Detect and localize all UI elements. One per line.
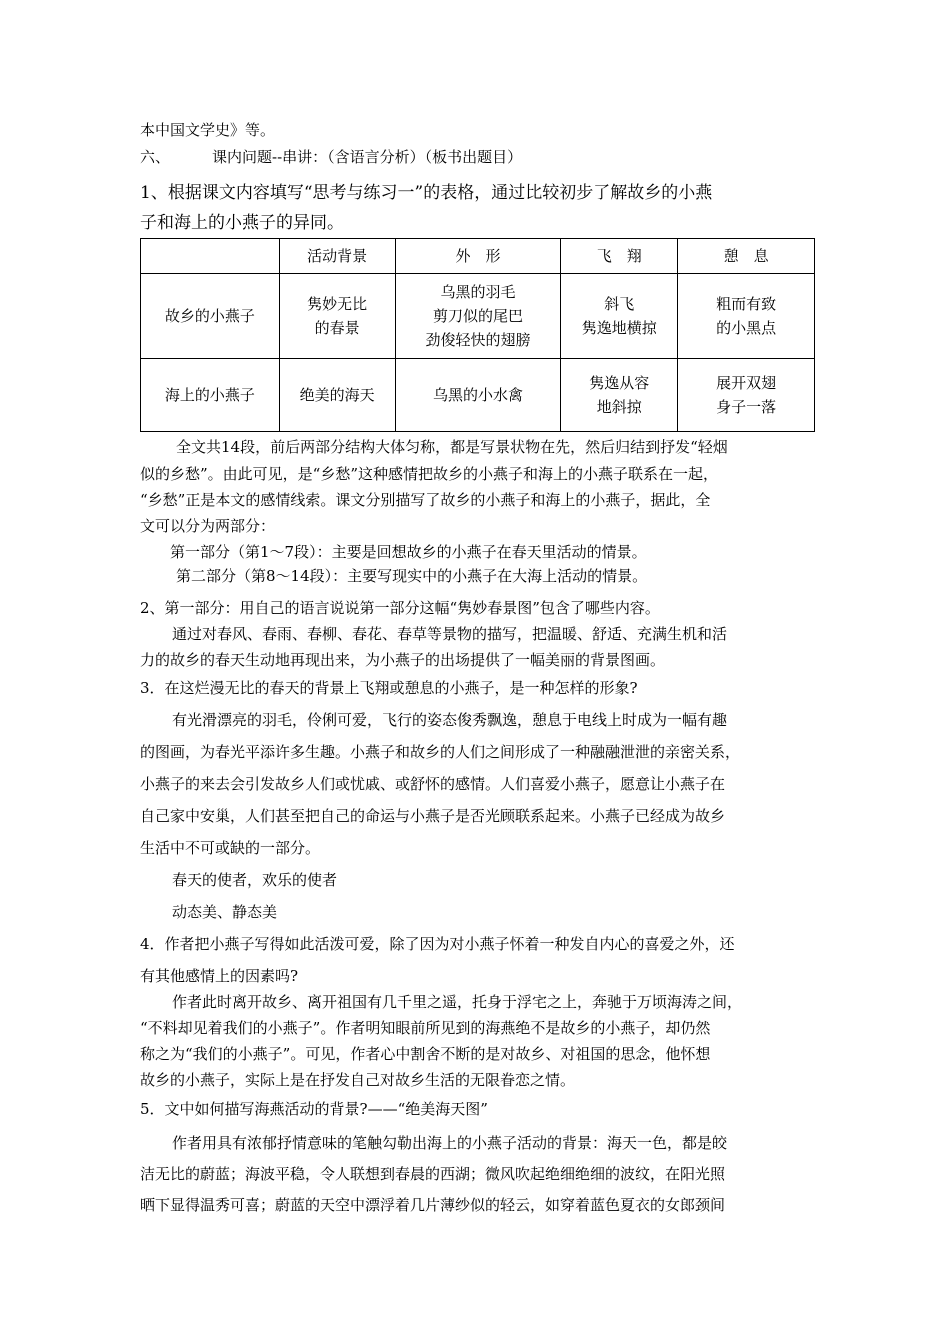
section-number: 六、	[140, 148, 171, 166]
paragraph-line: 文可以分为两部分：	[140, 517, 276, 535]
cell-line: 展开双翅	[716, 374, 777, 392]
question-4-cont: 有其他感情上的因素吗?	[140, 967, 299, 985]
cell-line: 隽妙无比	[307, 295, 368, 313]
table-header-cell: 憩 息	[678, 239, 815, 274]
table-header-cell	[141, 239, 280, 274]
paragraph-line: 洁无比的蔚蓝；海波平稳，令人联想到春晨的西湖；微风吹起绝细绝细的波纹，在阳光照	[140, 1165, 726, 1183]
question-3: 3．在这烂漫无比的春天的背景上飞翔或憩息的小燕子，是一种怎样的形象?	[140, 679, 638, 697]
paragraph-line: 第二部分（第8～14段）：主要写现实中的小燕子在大海上活动的情景。	[176, 567, 648, 585]
cell-line: 的春景	[314, 319, 360, 337]
paragraph-line: 第一部分（第1～7段）：主要是回想故乡的小燕子在春天里活动的情景。	[170, 543, 647, 561]
table-header-row	[141, 239, 815, 274]
table-cell	[395, 274, 561, 359]
question-5: 5．文中如何描写海燕活动的背景?——“绝美海天图”	[140, 1100, 488, 1118]
paragraph-line: 似的乡愁”。由此可见，是“乡愁”这种感情把故乡的小燕子和海上的小燕子联系在一起，	[140, 465, 719, 483]
row-label: 海上的小燕子	[141, 359, 280, 432]
paragraph-line: 小燕子的来去会引发故乡人们或忧戚、或舒怀的感情。人们喜爱小燕子，愿意让小燕子在	[140, 775, 726, 793]
cell-line: 乌黑的羽毛	[440, 283, 516, 301]
cell-line: 乌黑的小水禽	[432, 386, 523, 404]
paragraph-line: 自己家中安巢，人们甚至把自己的命运与小燕子是否光顾联系起来。小燕子已经成为故乡	[140, 807, 726, 825]
paragraph-line: 的图画，为春光平添许多生趣。小燕子和故乡的人们之间形成了一种融融泄泄的亲密关系，	[140, 743, 741, 761]
paragraph-line: 力的故乡的春天生动地再现出来，为小燕子的出场提供了一幅美丽的背景图画。	[140, 651, 666, 669]
paragraph-line: 有光滑漂亮的羽毛，伶俐可爱，飞行的姿态俊秀飘逸，憩息于电线上时成为一幅有趣	[172, 711, 728, 729]
paragraph-line: “不料却见着我们的小燕子”。作者明知眼前所见到的海燕绝不是故乡的小燕子，却仍然	[140, 1019, 711, 1037]
question-4: 4．作者把小燕子写得如此活泼可爱，除了因为对小燕子怀着一种发自内心的喜爱之外，还	[140, 935, 735, 953]
table-row	[141, 274, 815, 359]
table-cell	[678, 359, 815, 432]
table-header-cell: 活动背景	[279, 239, 395, 274]
paragraph-line: 晒下显得温秀可喜；蔚蓝的天空中漂浮着几片薄纱似的轻云，如穿着蓝色夏衣的女郎颈间	[140, 1196, 726, 1214]
cell-line: 剪刀似的尾巴	[432, 307, 523, 325]
cell-line: 粗而有致	[716, 295, 777, 313]
question-1: 1、根据课文内容填写“思考与练习一”的表格，通过比较初步了解故乡的小燕	[140, 183, 713, 203]
cell-line: 绝美的海天	[299, 386, 375, 404]
paragraph-line: 动态美、静态美	[172, 903, 278, 921]
comparison-table	[140, 238, 815, 432]
question-2: 2、第一部分：用自己的语言说说第一部分这幅“隽妙春景图”包含了哪些内容。	[140, 599, 660, 617]
paragraph-line: “乡愁”正是本文的感情线索。课文分别描写了故乡的小燕子和海上的小燕子，据此，全	[140, 491, 711, 509]
table-cell	[395, 359, 561, 432]
paragraph-line: 全文共14段，前后两部分结构大体匀称，都是写景状物在先，然后归结到抒发“轻烟	[176, 438, 728, 456]
cell-line: 身子一落	[716, 398, 777, 416]
paragraph-line: 生活中不可或缺的一部分。	[140, 839, 321, 857]
cell-line: 地斜掠	[596, 398, 642, 416]
table-header-cell: 外 形	[395, 239, 561, 274]
cell-line: 斜飞	[604, 295, 635, 313]
cell-line: 隽逸从容	[589, 374, 650, 392]
table-header-cell: 飞 翔	[561, 239, 678, 274]
table-row	[141, 359, 815, 432]
paragraph-line: 称之为“我们的小燕子”。可见，作者心中割舍不断的是对故乡、对祖国的思念，他怀想	[140, 1045, 711, 1063]
paragraph-line: 故乡的小燕子，实际上是在抒发自己对故乡生活的无限眷恋之情。	[140, 1071, 576, 1089]
table-cell	[561, 274, 678, 359]
section-heading: 课内问题--串讲：（含语言分析）（板书出题目）	[212, 148, 523, 166]
question-1-cont: 子和海上的小燕子的异同。	[140, 213, 344, 233]
row-label: 故乡的小燕子	[141, 274, 280, 359]
paragraph-line: 作者此时离开故乡、离开祖国有几千里之遥，托身于浮宅之上，奔驰于万顷海涛之间，	[172, 993, 743, 1011]
paragraph-line: 作者用具有浓郁抒情意味的笔触勾勒出海上的小燕子活动的背景：海天一色，都是皎	[172, 1134, 728, 1152]
table-cell	[678, 274, 815, 359]
table-cell	[561, 359, 678, 432]
cell-line: 劲俊轻快的翅膀	[425, 331, 531, 349]
cell-line: 的小黑点	[716, 319, 777, 337]
paragraph-line: 春天的使者，欢乐的使者	[172, 871, 338, 889]
table-cell	[279, 274, 395, 359]
paragraph-line: 通过对春风、春雨、春柳、春花、春草等景物的描写，把温暖、舒适、充满生机和活	[172, 625, 728, 643]
cell-line: 隽逸地横掠	[581, 319, 657, 337]
text-line: 本中国文学史》等。	[140, 121, 276, 139]
table-cell	[279, 359, 395, 432]
